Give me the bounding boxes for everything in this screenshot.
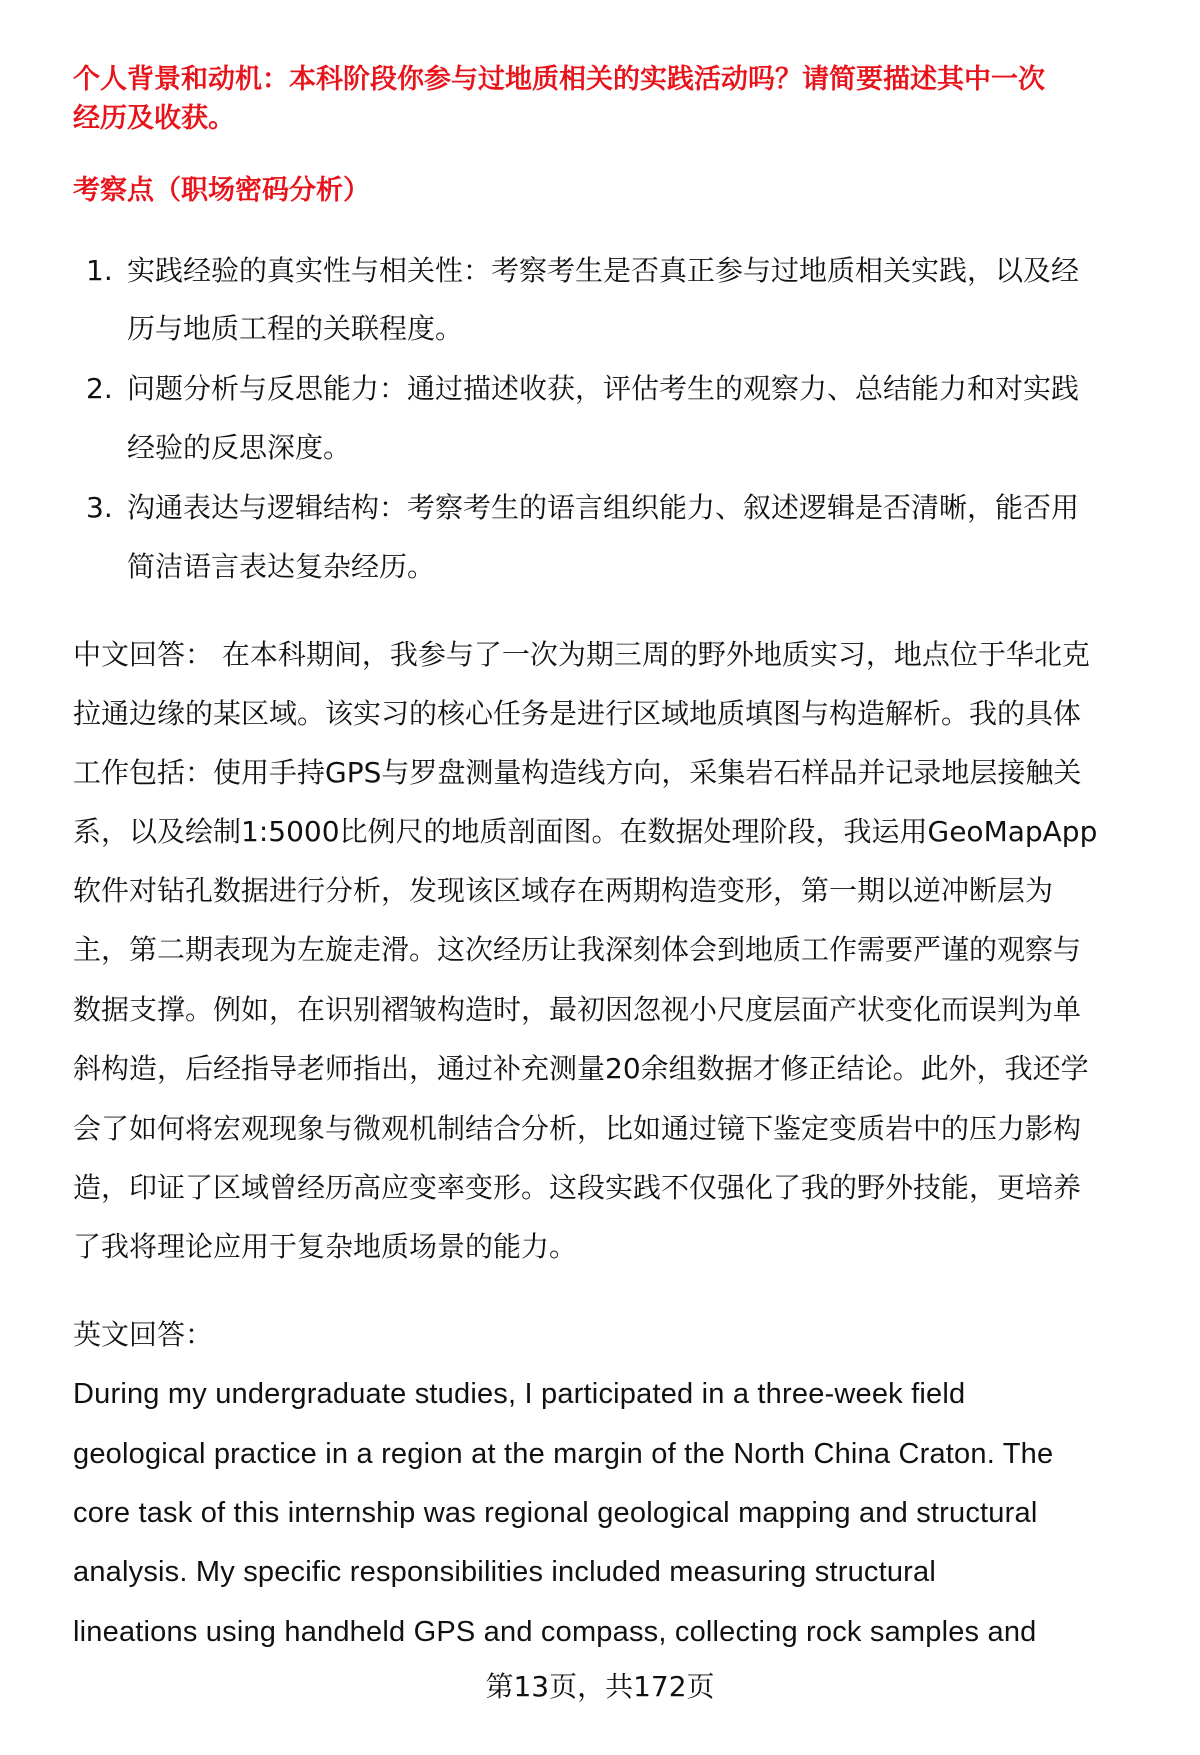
question-line: 个人背景和动机：本科阶段你参与过地质相关的实践活动吗？请简要描述其中一次 — [73, 64, 1045, 95]
list-item-line: 历与地质工程的关联程度。 — [127, 312, 464, 345]
english-label: 英文回答： — [73, 1318, 214, 1351]
answer-line: 数据支撑。例如，在识别褶皱构造时，最初因忽视小尺度层面产状变化而误判为单 — [73, 993, 1082, 1026]
focus-heading: 考察点（职场密码分析） — [73, 175, 370, 206]
answer-line: lineations using handheld GPS and compass, collecting rock samples and — [73, 1616, 1037, 1648]
answer-line: analysis. My specific responsibilities included measuring structural — [73, 1556, 937, 1588]
answer-line: 主，第二期表现为左旋走滑。这次经历让我深刻体会到地质工作需要严谨的观察与 — [73, 933, 1082, 966]
answer-line: During my undergraduate studies, I participated in a three-week field — [73, 1378, 966, 1410]
answer-line: 造，印证了区域曾经历高应变率变形。这段实践不仅强化了我的野外技能，更培养 — [73, 1171, 1082, 1204]
answer-line: 斜构造，后经指导老师指出，通过补充测量20余组数据才修正结论。此外，我还学 — [73, 1052, 1089, 1085]
list-number: 2. — [86, 372, 113, 405]
answer-line: 会了如何将宏观现象与微观机制结合分析，比如通过镜下鉴定变质岩中的压力影构 — [73, 1112, 1082, 1145]
list-item-line: 经验的反思深度。 — [127, 431, 352, 464]
list-number: 1. — [86, 254, 113, 287]
page-indicator: 第13页，共172页 — [485, 1670, 715, 1703]
answer-line: 中文回答： 在本科期间，我参与了一次为期三周的野外地质实习，地点位于华北克 — [73, 638, 1090, 671]
answer-line: 工作包括：使用手持GPS与罗盘测量构造线方向，采集岩石样品并记录地层接触关 — [73, 756, 1082, 789]
answer-line: 了我将理论应用于复杂地质场景的能力。 — [73, 1230, 578, 1263]
answer-line: core task of this internship was regional geological mapping and structural — [73, 1497, 1038, 1529]
list-item-line: 实践经验的真实性与相关性：考察考生是否真正参与过地质相关实践，以及经 — [127, 254, 1080, 287]
list-item-line: 问题分析与反思能力：通过描述收获，评估考生的观察力、总结能力和对实践 — [127, 372, 1080, 405]
list-number: 3. — [86, 491, 113, 524]
answer-line: geological practice in a region at the margin of the North China Craton. The — [73, 1438, 1054, 1470]
answer-line: 拉通边缘的某区域。该实习的核心任务是进行区域地质填图与构造解析。我的具体 — [73, 697, 1082, 730]
answer-line: 软件对钻孔数据进行分析，发现该区域存在两期构造变形，第一期以逆冲断层为 — [73, 874, 1054, 907]
list-item-line: 沟通表达与逻辑结构：考察考生的语言组织能力、叙述逻辑是否清晰，能否用 — [127, 491, 1080, 524]
question-line: 经历及收获。 — [73, 103, 235, 134]
answer-line: 系，以及绘制1:5000比例尺的地质剖面图。在数据处理阶段，我运用GeoMapApp — [73, 815, 1098, 848]
list-item-line: 简洁语言表达复杂经历。 — [127, 550, 436, 583]
